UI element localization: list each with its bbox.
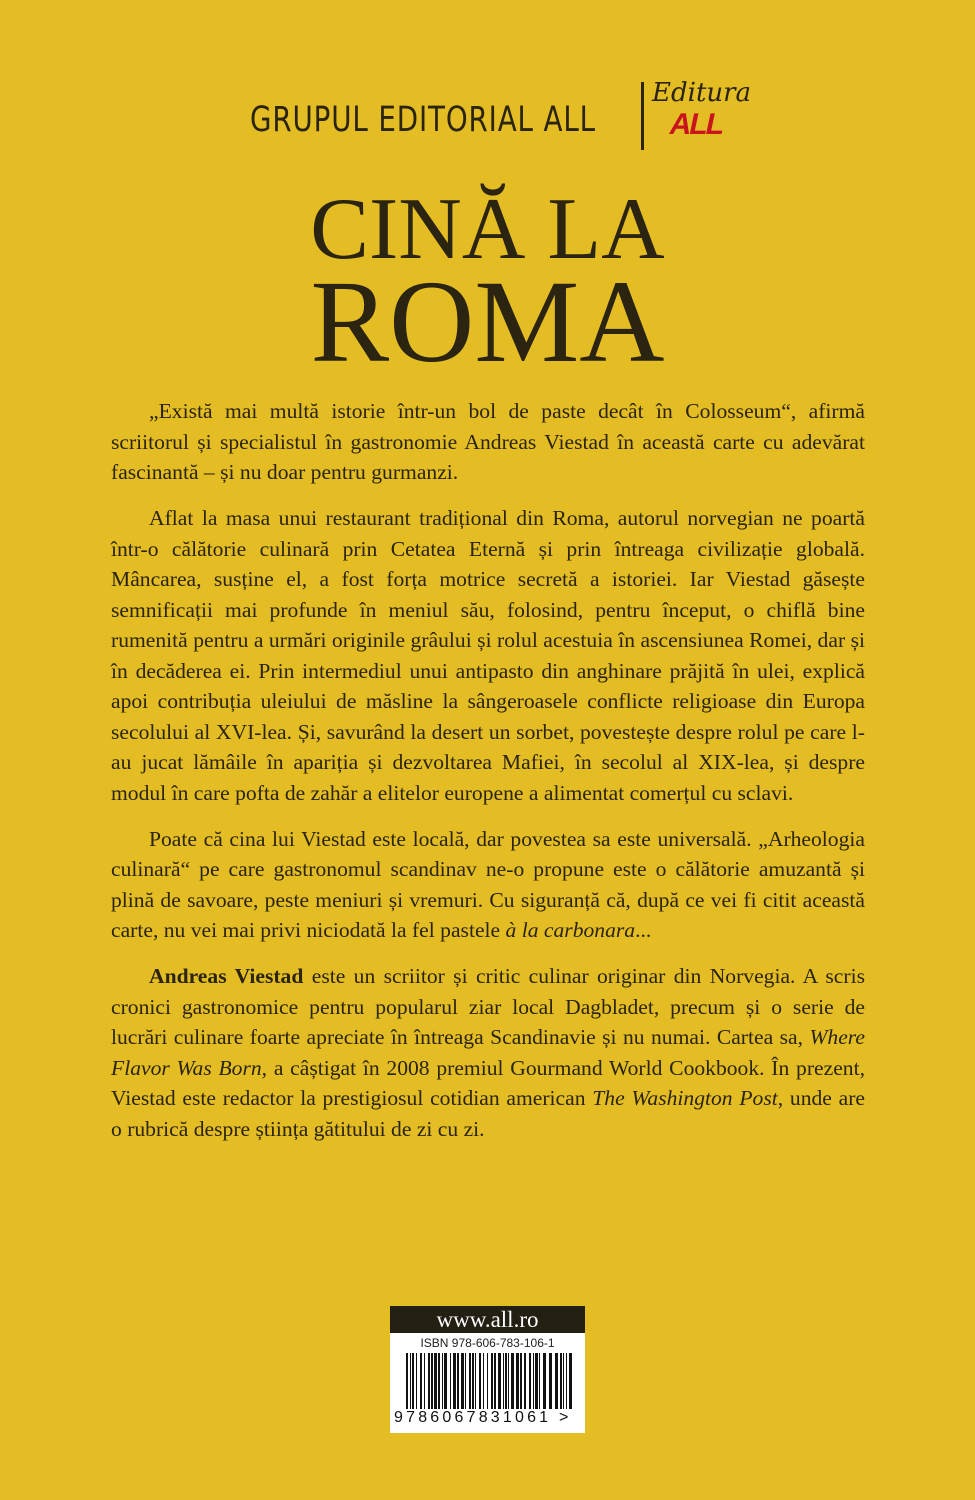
barcode [406, 1353, 574, 1409]
barcode-bar [410, 1353, 411, 1409]
barcode-bar [560, 1353, 562, 1409]
barcode-bar [444, 1353, 447, 1409]
barcode-bar [453, 1353, 456, 1409]
paragraph [111, 396, 865, 488]
logo-brand: ALL [666, 108, 726, 141]
publisher-name: GRUPUL EDITORIAL ALL [250, 100, 596, 140]
title-line-2: ROMA [310, 256, 665, 387]
barcode-bar [516, 1353, 519, 1409]
barcode-digits: 9786067831061 > [394, 1409, 572, 1426]
barcode-bar [431, 1353, 433, 1409]
barcode-bar [505, 1353, 507, 1409]
barcode-bar [465, 1353, 466, 1409]
text-run: à la carbonara [505, 918, 636, 942]
publisher-logo [652, 78, 752, 144]
barcode-bar [511, 1353, 514, 1409]
barcode-bar [469, 1353, 471, 1409]
paragraph [111, 824, 865, 946]
text-run: Aflat la masa unui restaurant tradițional din Roma, autorul norvegian ne poartă într-o călătorie culinară prin Cetatea Eternă și prin întreaga civilizație globală. Mâncarea, susține el, a fost forța motrice secretă a istoriei. Iar Viestad găsește semnificații mai profunde în meniul său, folosind, pentru început, o chiflă bine rumenită pentru a urmări originile grâului și rolul acestuia în ascensiunea Romei, dar și în decăderea ei. Prin intermediul unui antipasto din anghinare prăjită în ulei, explică apoi contribuția uleiului de măsline la sângeroasele conflicte religioase din Europa secolului al XVI-lea. Și, savurând la desert un sorbet, povestește despre rolul pe care l-au jucat lămâile în apariția și dezvoltarea Mafiei, în secolul al XIX-lea, și despre modul în care pofta de zahăr a elitelor europene a alimentat comerțul cu sclavi. [111, 506, 865, 805]
barcode-bar [491, 1353, 493, 1409]
blurb [111, 396, 865, 1160]
barcode-bar [461, 1353, 464, 1409]
barcode-bar [543, 1353, 546, 1409]
barcode-bar [479, 1353, 481, 1409]
text-run: Poate că cina lui Viestad este locală, dar povestea sa este universală. „Arheologia culinară“ pe care gastronomul scandinav ne-o propune este o călătorie amuzantă și plină de savoare, peste meniuri și vremuri. Cu siguranță că, după ce vei fi citit această carte, nu vei mai privi niciodată la fel pastele [111, 826, 865, 942]
barcode-bar [442, 1353, 443, 1409]
text-run: The Washington Post [592, 1086, 778, 1110]
divider [641, 82, 644, 150]
barcode-bar [555, 1353, 558, 1409]
text-run: , a câștigat în 2008 premiul Gourmand World Cookbook. În prezent, Viestad este redactor la prestigiosul cotidian american [111, 1055, 865, 1110]
barcode-bar [503, 1353, 504, 1409]
barcode-bar [535, 1353, 538, 1409]
text-run: este un scriitor și critic culinar originar din Norvegia. A scris cronici gastronomice pentru popularul ziar local Dagbladet, precum și o serie de lucrări culinare foarte apreciate în întreaga Scandinavie și nu numai. Cartea sa, [111, 964, 865, 1049]
barcode-bar [529, 1353, 531, 1409]
paragraph [111, 961, 865, 1144]
barcode-bar [475, 1353, 476, 1409]
barcode-bar [487, 1353, 488, 1409]
barcode-bar [450, 1353, 451, 1409]
barcode-bar [424, 1353, 425, 1409]
text-run: , unde are o rubrică despre știința gătitului de zi cu zi. [111, 1086, 865, 1141]
barcode-bar [428, 1353, 430, 1409]
barcode-bar [566, 1353, 567, 1409]
isbn: ISBN 978-606-783-106-1 [420, 1336, 555, 1350]
website: www.all.ro [390, 1306, 585, 1333]
barcode-bar [508, 1353, 509, 1409]
text-run: ... [635, 918, 652, 942]
barcode-bar [457, 1353, 459, 1409]
logo-script: Editura [652, 78, 752, 108]
barcode-bar [563, 1353, 564, 1409]
barcode-bar [569, 1353, 572, 1409]
barcode-bar [498, 1353, 501, 1409]
barcode-bar [416, 1353, 417, 1409]
barcode-bar [406, 1353, 408, 1409]
text-run: Where Flavor Was Born [111, 1025, 865, 1080]
barcode-bar [533, 1353, 534, 1409]
barcode-bar [420, 1353, 422, 1409]
barcode-bar [520, 1353, 522, 1409]
paragraph [111, 503, 865, 808]
title-line-1: CINĂ LA [310, 181, 665, 278]
text-run: „Există mai multă istorie într-un bol de paste decât în Colosseum“, afirmă scriitorul și specialistul în gastronomie Andreas Viestad în această carte cu adevărat fascinantă – și nu doar pentru gurmanzi. [111, 399, 865, 484]
barcode-bar [434, 1353, 437, 1409]
barcode-bar [483, 1353, 484, 1409]
barcode-bar [472, 1353, 474, 1409]
barcode-bar [494, 1353, 496, 1409]
barcode-bar [412, 1353, 414, 1409]
barcode-bar [549, 1353, 552, 1409]
barcode-box [390, 1306, 585, 1433]
barcode-bar [438, 1353, 440, 1409]
barcode-bar [539, 1353, 540, 1409]
text-run: Andreas Viestad [149, 964, 304, 988]
barcode-bar [524, 1353, 526, 1409]
